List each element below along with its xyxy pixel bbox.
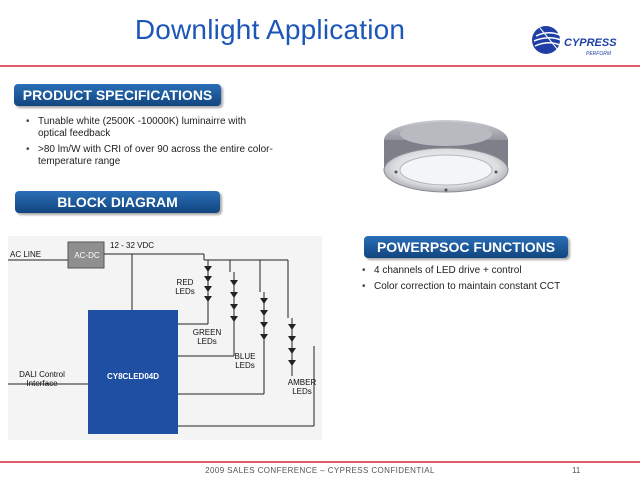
ac-line-label: AC LINE xyxy=(10,250,42,259)
list-item: • Color correction to maintain constant CCT xyxy=(360,281,610,293)
product-specifications-list xyxy=(24,116,274,172)
logo-wordmark: CYPRESS xyxy=(564,37,617,49)
downlight-image xyxy=(378,104,514,209)
green-led-string xyxy=(230,272,238,332)
block-diagram xyxy=(8,236,322,440)
chip-label: CY8CLED04D xyxy=(106,372,159,381)
powerpsoc-functions-heading: POWERPSOC FUNCTIONS xyxy=(364,236,568,258)
footer-text: 2009 SALES CONFERENCE – CYPRESS CONFIDENTIAL xyxy=(205,466,435,475)
red-led-string xyxy=(204,260,212,310)
dali-label: DALI Control Interface xyxy=(19,370,65,388)
amber-led-string xyxy=(288,318,296,376)
voltage-label: 12 - 32 VDC xyxy=(110,241,155,250)
cypress-logo xyxy=(528,22,620,67)
list-item: • >80 lm/W with CRI of over 90 across the entire color-temperature range xyxy=(24,144,274,168)
ac-dc-label: AC-DC xyxy=(74,251,100,260)
red-leds-label: RED LEDs xyxy=(175,278,195,296)
blue-led-string xyxy=(260,292,268,356)
page-number: 11 xyxy=(572,466,581,475)
product-specifications-heading: PRODUCT SPECIFICATIONS xyxy=(14,84,221,106)
blue-leds-label: BLUE LEDs xyxy=(234,352,256,370)
slide-title: Downlight Application xyxy=(134,14,406,45)
list-item: • 4 channels of LED drive + control xyxy=(360,265,610,277)
list-item: • Tunable white (2500K -10000K) luminairre with optical feedback xyxy=(24,116,274,140)
header-divider xyxy=(0,65,640,67)
green-leds-label: GREEN LEDs xyxy=(192,328,222,346)
footer-divider xyxy=(0,461,640,463)
logo-tagline: PERFORM xyxy=(586,51,611,57)
amber-leds-label: AMBER LEDs xyxy=(287,378,317,396)
powerpsoc-functions-list xyxy=(360,265,610,297)
block-diagram-heading: BLOCK DIAGRAM xyxy=(15,191,220,213)
